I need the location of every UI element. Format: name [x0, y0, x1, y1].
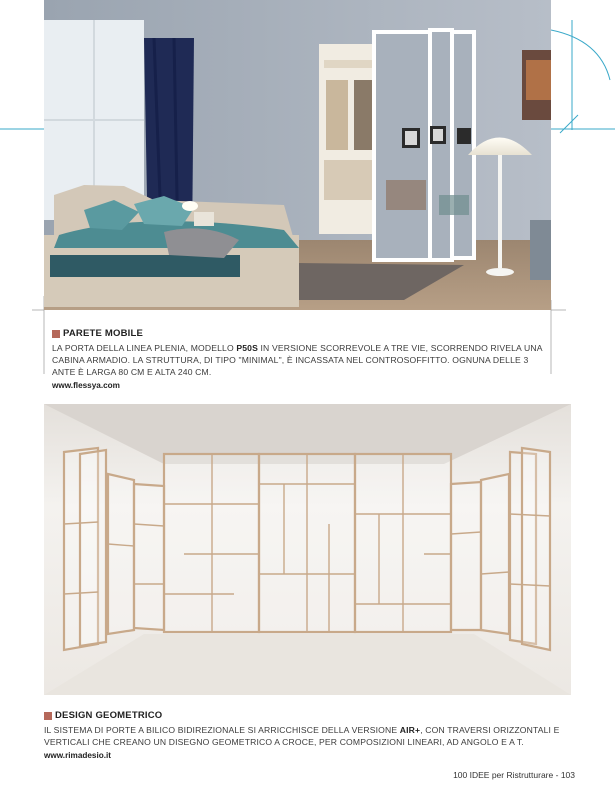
accent-square-icon — [44, 712, 52, 720]
footer-separator: - — [555, 770, 561, 780]
caption-body — [52, 342, 552, 378]
caption-url[interactable]: www.rimadesio.it — [44, 751, 112, 760]
caption-parete-mobile — [52, 328, 552, 392]
accent-square-icon — [52, 330, 60, 338]
caption-url[interactable]: www.flessya.com — [52, 381, 120, 390]
caption-title — [44, 710, 571, 722]
caption-body-text: IN VERSIONE SCORREVOLE A TRE VIE, SCORRENDO RIVELA UNA CABINA ARMADIO. LA STRUTTURA, DI TIPO "MINIMAL", È INCASSATA NEL CONTROSOFFITTO. OGNUNA DELLE 3 ANTE È LARGA 80 CM E ALTA 240 CM. — [52, 343, 543, 377]
bedroom-photo — [44, 0, 551, 310]
page-footer — [453, 770, 575, 780]
caption-design-geometrico — [44, 710, 571, 762]
caption-body-text: LA PORTA DELLA LINEA PLENIA, MODELLO — [52, 343, 237, 353]
caption-model-name: P50S — [236, 343, 258, 353]
caption-model-name: AIR+ — [399, 725, 421, 735]
caption-title-text: DESIGN GEOMETRICO — [55, 710, 163, 721]
caption-body-text: , CON TRAVERSI ORIZZONTALI E VERTICALI CHE CREANO UN DISEGNO GEOMETRICO A CROCE, PER COMPOSIZIONI LINEARI, AD ANGOLO E A T. — [44, 725, 560, 747]
caption-title — [52, 328, 552, 340]
caption-title-text: PARETE MOBILE — [63, 328, 144, 339]
caption-body — [44, 724, 571, 748]
caption-body-text: IL SISTEMA DI PORTE A BILICO BIDIREZIONALE SI ARRICCHISCE DELLA VERSIONE — [44, 725, 400, 735]
geometric-doors-photo — [44, 404, 571, 695]
page-number: 103 — [560, 770, 575, 780]
publication-name: 100 IDEE per Ristrutturare — [453, 770, 554, 780]
